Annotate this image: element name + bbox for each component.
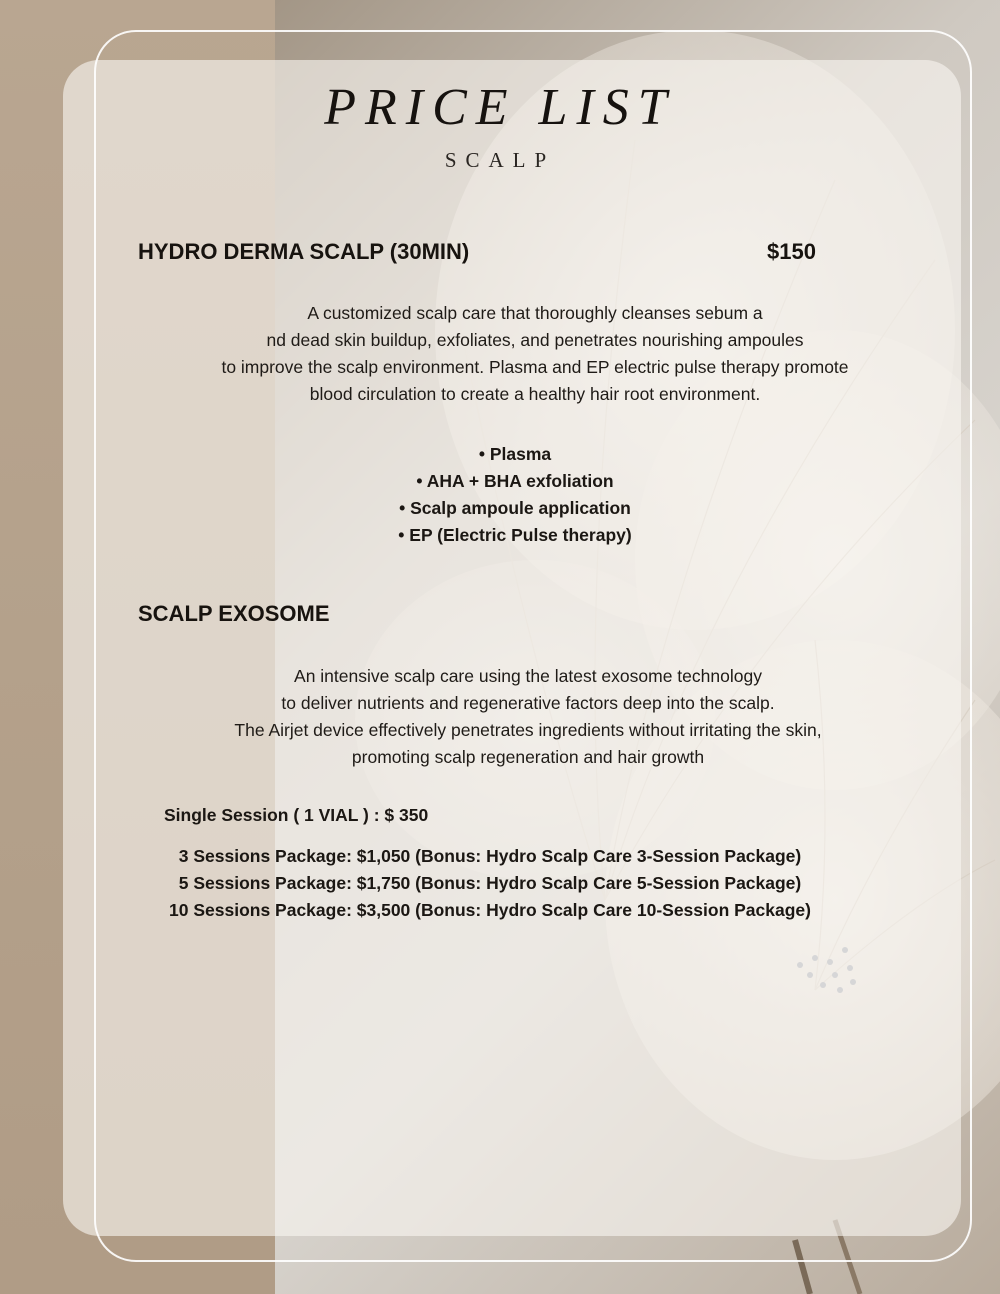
service-description-scalp-exosome: [28, 663, 1000, 771]
package-item-3-sessions: 3 Sessions Package: $1,050 (Bonus: Hydro Scalp Care 3-Session Package): [178, 846, 802, 866]
page-title: PRICE LIST: [324, 79, 676, 136]
page-subtitle: SCALP: [444, 148, 556, 172]
description-line: nd dead skin buildup, exfoliates, and penetrates nourishing ampoules: [266, 330, 804, 350]
description-line: An intensive scalp care using the latest exosome technology: [294, 666, 762, 686]
description-line: to deliver nutrients and regenerative factors deep into the scalp.: [281, 693, 775, 713]
package-list: [0, 843, 980, 924]
description-line: The Airjet device effectively penetrates ingredients without irritating the skin,: [234, 720, 822, 740]
feature-item-exfoliation: • AHA + BHA exfoliation: [416, 471, 614, 491]
description-line: to improve the scalp environment. Plasma and EP electric pulse therapy promote: [221, 357, 849, 377]
service-description-hydro-derma: [35, 300, 1000, 408]
service-name-scalp-exosome: SCALP EXOSOME: [138, 601, 330, 626]
description-line: blood circulation to create a healthy hair root environment.: [309, 384, 761, 404]
service-price-hydro-derma: $150: [767, 239, 816, 264]
feature-item-ep: • EP (Electric Pulse therapy): [398, 525, 632, 545]
feature-list: [0, 441, 1000, 549]
single-session-price: Single Session ( 1 VIAL ) : $ 350: [164, 805, 429, 825]
feature-item-ampoule: • Scalp ampoule application: [399, 498, 631, 518]
content-panel: [63, 60, 961, 1236]
service-name-hydro-derma: HYDRO DERMA SCALP (30MIN): [138, 239, 470, 264]
package-item-10-sessions: 10 Sessions Package: $3,500 (Bonus: Hydro Scalp Care 10-Session Package): [169, 900, 811, 920]
description-line: A customized scalp care that thoroughly cleanses sebum a: [307, 303, 763, 323]
feature-item-plasma: • Plasma: [478, 444, 552, 464]
package-item-5-sessions: 5 Sessions Package: $1,750 (Bonus: Hydro Scalp Care 5-Session Package): [178, 873, 802, 893]
description-line: promoting scalp regeneration and hair growth: [351, 747, 705, 767]
